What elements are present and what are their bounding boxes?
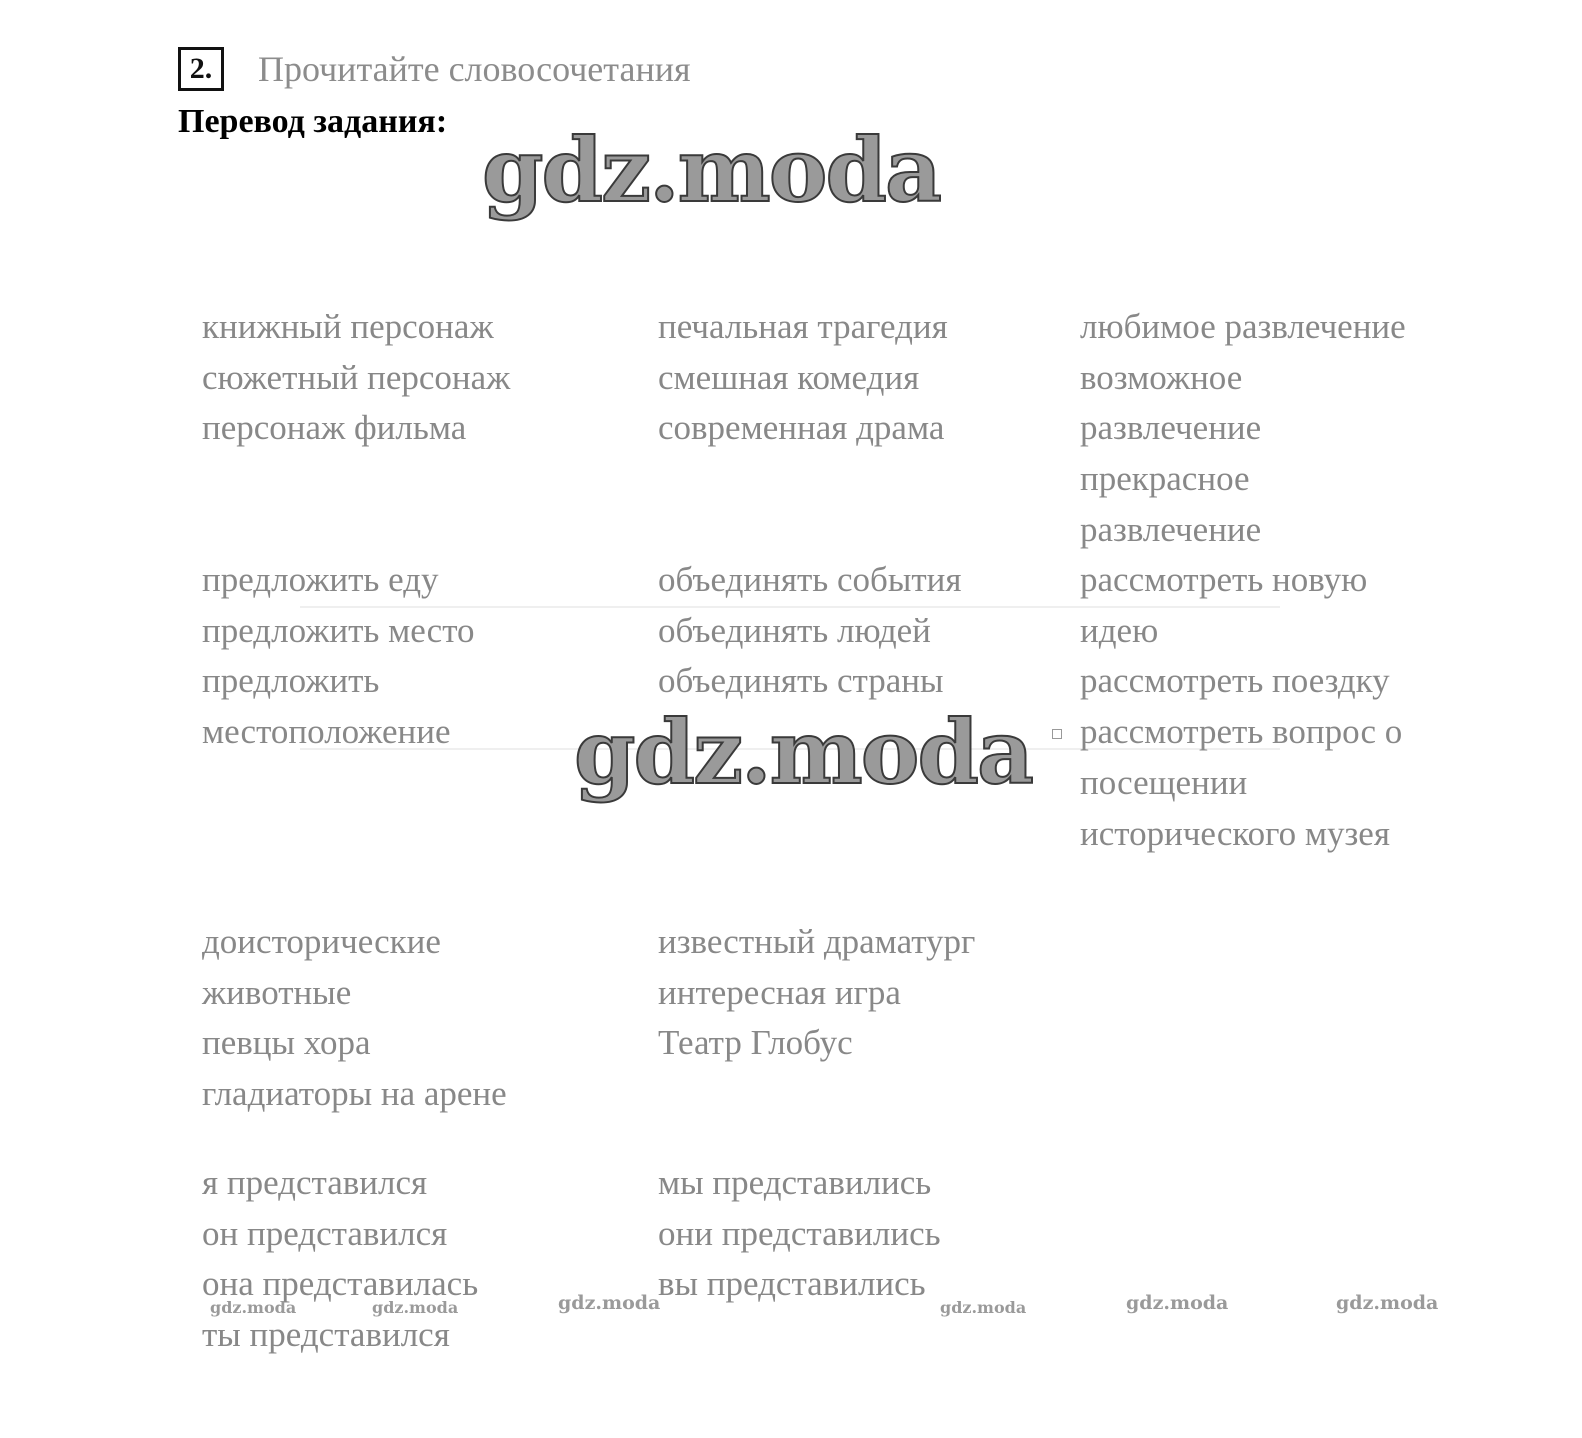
translation-label: Перевод задания: <box>178 103 448 140</box>
phrase: объединять события <box>658 560 962 599</box>
phrase: идею <box>1080 610 1159 650</box>
phrase: печальная трагедия <box>658 307 948 346</box>
phrase: посещении <box>1080 762 1248 802</box>
watermark-small: gdz.moda <box>372 1298 459 1317</box>
phrase-group-entertainment <box>1080 302 1406 556</box>
phrase-group-theatre <box>658 917 975 1069</box>
task-number: 2. <box>178 47 224 91</box>
phrase: певцы хора <box>202 1023 371 1063</box>
phrase: интересная игра <box>658 972 901 1012</box>
phrase: персонаж фильма <box>202 408 467 448</box>
phrase: животные <box>202 972 352 1012</box>
phrase: мы представились <box>658 1163 932 1202</box>
watermark-small: gdz.moda <box>210 1298 297 1317</box>
task-title: Прочитайте словосочетания <box>258 49 691 89</box>
phrase: рассмотреть вопрос о <box>1080 712 1403 752</box>
watermark-small: gdz.moda <box>1336 1292 1439 1314</box>
phrase: объединять людей <box>658 610 931 650</box>
phrase: исторического музея <box>1080 813 1390 853</box>
phrase-group-consider <box>1080 555 1402 859</box>
phrase: известный драматург <box>658 922 976 961</box>
phrase: книжный персонаж <box>202 307 494 346</box>
watermark-small: gdz.moda <box>940 1298 1027 1317</box>
phrase: Театр Глобус <box>658 1023 853 1063</box>
phrase: она представилась <box>202 1264 479 1304</box>
phrase: объединять страны <box>658 661 944 701</box>
small-square-mark <box>1052 729 1062 739</box>
phrase: развлечение <box>1080 408 1262 448</box>
phrase: рассмотреть новую <box>1080 560 1368 599</box>
phrase: развлечение <box>1080 509 1262 549</box>
phrase: смешная комедия <box>658 357 920 397</box>
phrase: он представился <box>202 1213 448 1253</box>
watermark-logo: gdz.moda <box>574 700 1033 804</box>
phrase-group-genres <box>658 302 948 454</box>
phrase: предложить <box>202 661 380 701</box>
phrase: рассмотреть поездку <box>1080 661 1390 701</box>
phrase: любимое развлечение <box>1080 307 1406 346</box>
phrase: ты представился <box>202 1315 450 1355</box>
watermark-small: gdz.moda <box>1126 1292 1229 1314</box>
phrase-group-history <box>202 917 507 1120</box>
phrase: они представились <box>658 1213 941 1253</box>
phrase: местоположение <box>202 712 451 752</box>
phrase-group-unite <box>658 555 961 707</box>
phrase: доисторические <box>202 922 441 961</box>
phrase: прекрасное <box>1080 459 1250 499</box>
phrase-group-characters <box>202 302 510 454</box>
phrase-group-introduced-plural <box>658 1158 941 1310</box>
phrase-group-offer <box>202 555 475 758</box>
phrase: гладиаторы на арене <box>202 1074 507 1114</box>
watermark-small: gdz.moda <box>558 1292 661 1314</box>
phrase: предложить еду <box>202 560 439 599</box>
phrase: вы представились <box>658 1264 926 1304</box>
phrase: я представился <box>202 1163 428 1202</box>
phrase: современная драма <box>658 408 945 448</box>
watermark-logo: gdz.moda <box>482 118 941 222</box>
phrase: сюжетный персонаж <box>202 357 511 397</box>
phrase-group-introduced-singular <box>202 1158 478 1361</box>
phrase: предложить место <box>202 610 475 650</box>
phrase: возможное <box>1080 357 1243 397</box>
